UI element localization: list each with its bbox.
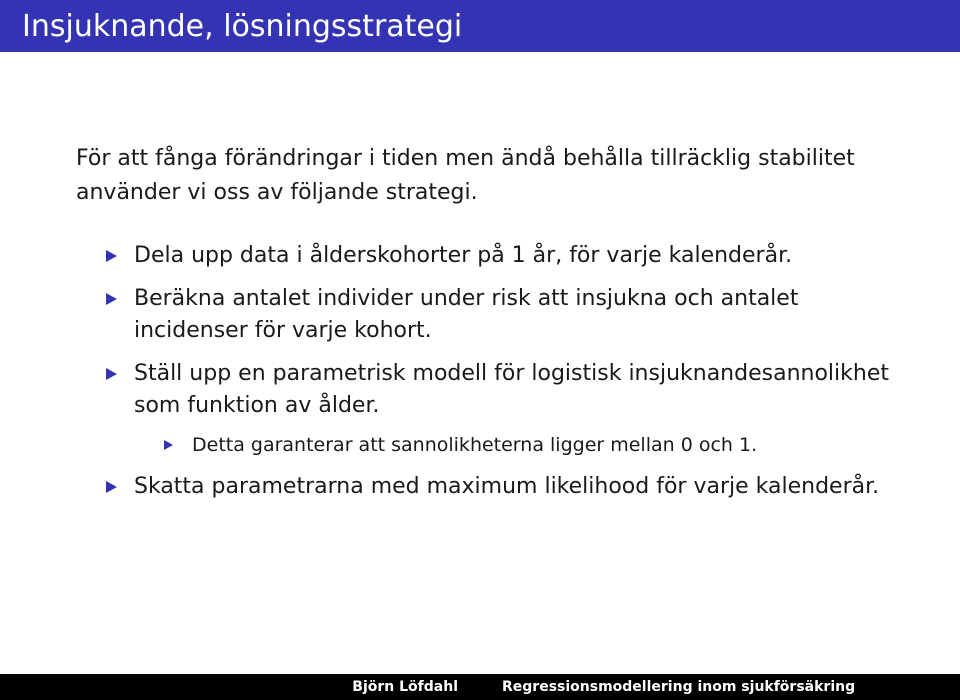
bullet-list	[76, 240, 916, 503]
triangle-bullet-icon	[106, 368, 117, 380]
bullet-item	[76, 358, 916, 460]
footer-author	[0, 674, 480, 700]
bullet-text: Ställ upp en parametrisk modell för logistisk insjuknandesannolikhet som funktion av ålder.	[134, 361, 889, 418]
slide-content	[76, 142, 916, 514]
bullet-item	[76, 471, 916, 503]
triangle-bullet-icon	[106, 250, 117, 262]
slide-title: Insjuknande, lösningsstrategi	[22, 8, 463, 44]
bullet-item	[76, 240, 916, 272]
author-name: Björn Löfdahl	[352, 679, 458, 695]
bullet-text: Dela upp data i ålderskohorter på 1 år, för varje kalenderår.	[134, 243, 793, 268]
bullet-item	[76, 283, 916, 347]
footer-bar	[0, 674, 960, 700]
bullet-text: Beräkna antalet individer under risk att insjukna och antalet incidenser för varje kohort.	[134, 286, 799, 343]
intro-paragraph: För att fånga förändringar i tiden men ändå behålla tillräcklig stabilitet använder vi oss av följande strategi.	[76, 146, 855, 205]
bullet-text: Skatta parametrarna med maximum likelihood för varje kalenderår.	[134, 474, 880, 499]
sub-bullet-item	[134, 430, 916, 460]
triangle-bullet-icon	[106, 293, 117, 305]
triangle-bullet-icon	[106, 481, 117, 493]
footer-talk-title	[480, 674, 960, 700]
sub-bullet-list	[134, 430, 916, 460]
triangle-bullet-icon	[164, 440, 173, 450]
title-bar	[0, 0, 960, 52]
sub-bullet-text: Detta garanterar att sannolikheterna ligger mellan 0 och 1.	[192, 434, 758, 456]
talk-title: Regressionsmodellering inom sjukförsäkring	[502, 679, 856, 695]
